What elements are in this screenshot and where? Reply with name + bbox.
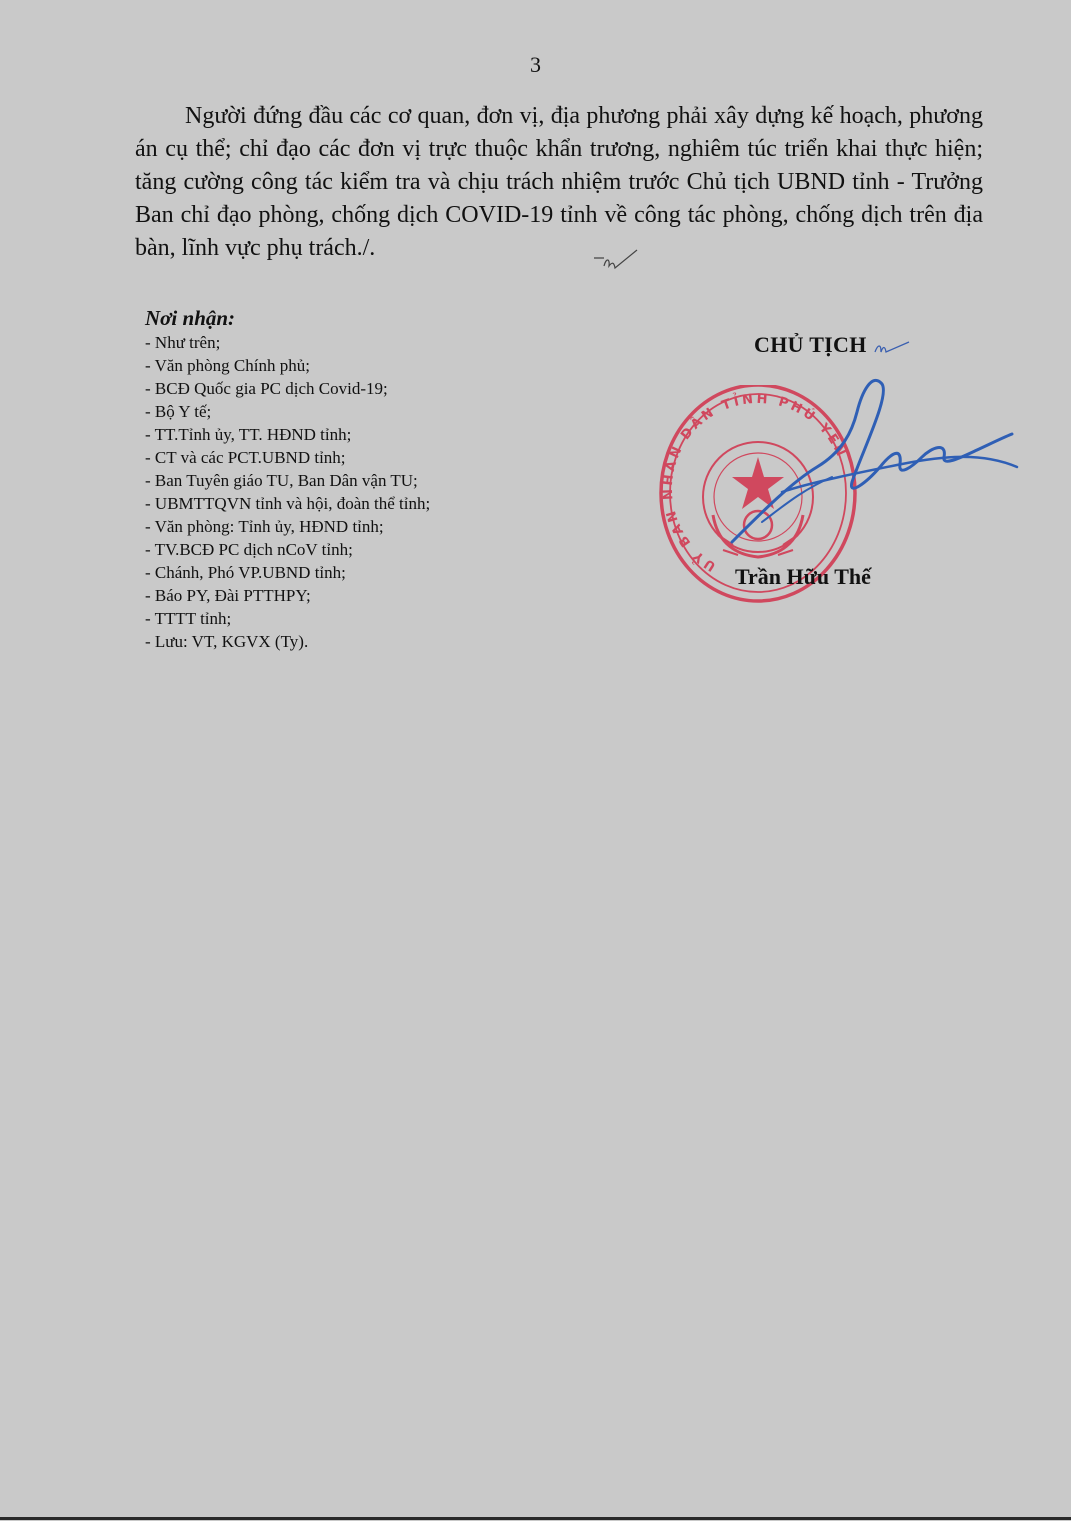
recipient-item: - Như trên; [145,333,221,352]
signature-icon [722,372,1022,552]
recipients-list [145,331,565,653]
bottom-rule [0,1517,1071,1520]
seal-text: UỶ BAN NHÂN DÂN TỈNH PHÚ YÊN [660,391,850,574]
recipient-item: - Lưu: VT, KGVX (Ty). [145,632,309,651]
recipient-item: - UBMTTQVN tỉnh và hội, đoàn thể tỉnh; [145,494,431,513]
recipient-item: - CT và các PCT.UBND tỉnh; [145,448,346,467]
page-number: 3 [530,52,541,77]
recipient-item: - Chánh, Phó VP.UBND tỉnh; [145,563,346,582]
recipient-item: - TT.Tỉnh ủy, TT. HĐND tỉnh; [145,425,352,444]
initials-mark-icon [873,338,913,358]
recipients-block [145,305,565,653]
body-paragraph: Người đứng đầu các cơ quan, đơn vị, địa phương phải xây dựng kế hoạch, phương án cụ thể; chỉ đạo các đơn vị trực thuộc khẩn trương, nghiêm túc triển khai thực hiện; tăng cường công tác kiểm tra và chịu trách nhiệm trước Chủ tịch UBND tỉnh - Trưởng Ban chỉ đạo phòng, chống dịch COVID-19 tỉnh về công tác phòng, chống dịch trên địa bàn, lĩnh vực phụ trách./. [135,103,983,261]
recipient-item: - Báo PY, Đài PTTHPY; [145,586,311,605]
signer-title: CHỦ TỊCH [754,332,867,357]
signer-name: Trần Hữu Thế [735,564,871,589]
recipient-item: - Văn phòng: Tỉnh ủy, HĐND tỉnh; [145,517,384,536]
recipient-item: - TV.BCĐ PC dịch nCoV tỉnh; [145,540,353,559]
recipients-title: Nơi nhận: [145,306,236,330]
recipient-item: - Bộ Y tế; [145,402,212,421]
recipient-item: - BCĐ Quốc gia PC dịch Covid-19; [145,379,388,398]
recipient-item: - TTTT tỉnh; [145,609,232,628]
recipient-item: - Văn phòng Chính phủ; [145,356,310,375]
initials-mark-icon [592,244,642,274]
recipient-item: - Ban Tuyên giáo TU, Ban Dân vận TU; [145,471,418,490]
